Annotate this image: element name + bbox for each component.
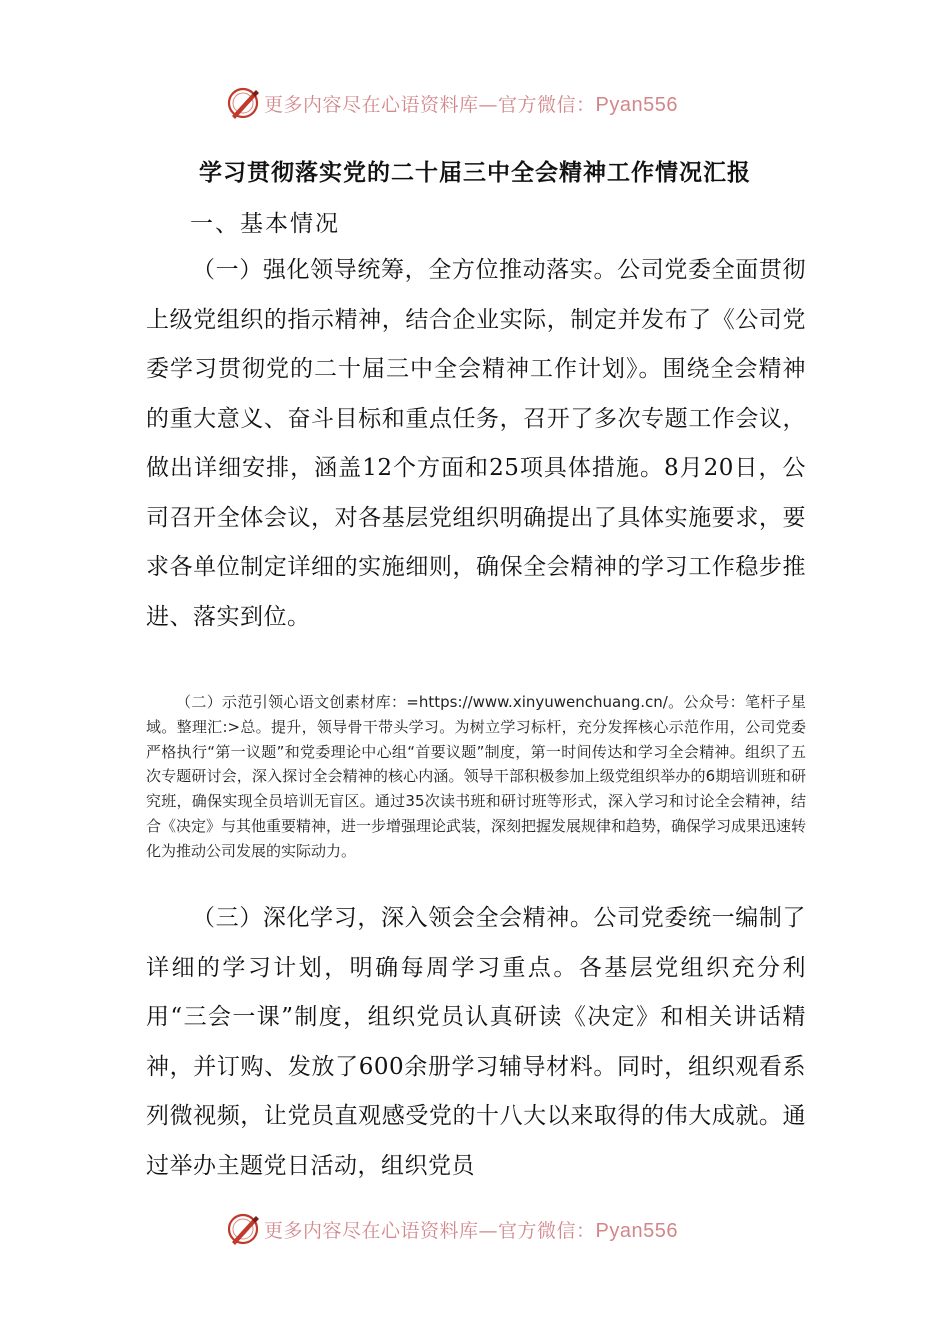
footer-banner <box>226 1212 726 1246</box>
page-title: 学习贯彻落实党的二十届三中全会精神工作情况汇报 <box>199 160 751 186</box>
banner-text: 更多内容尽在心语资料库—官方微信：Pyan556 <box>264 93 678 116</box>
section-heading: 一、基本情况 <box>190 211 340 237</box>
paragraph-3: （三）深化学习，深入领会全会精神。公司党委统一编制了详细的学习计划，明确每周学习重点。各基层党组织充分利用“三会一课”制度，组织党员认真研读《决定》和相关讲话精神，并订购、发放了600余册学习辅导材料。同时，组织观看系列微视频，让党员直观感受党的十八大以来取得的伟大成就。通过举办主题党日活动，组织党员 <box>146 905 806 1179</box>
paragraph-2: （二）示范引领心语文创素材库：=https://www.xinyuwenchuang.cn/。公众号：笔杆子星域。整理汇:>总。提升，领导骨干带头学习。为树立学习标杆，充分发挥核心示范作用，公司党委严格执行“第一议题”和党委理论中心组“首要议题”制度，第一时间传达和学习全会精神。组织了五次专题研讨会，深入探讨全会精神的核心内涵。领导干部积极参加上级党组织举办的6期培训班和研究班，确保实现全员培训无盲区。通过35次读书班和研讨班等形式，深入学习和讨论全会精神，结合《决定》与其他重要精神，进一步增强理论武装，深刻把握发展规律和趋势，确保学习成果迅速转化为推动公司发展的实际动力。 <box>146 693 807 860</box>
wechat-id: Pyan556 <box>595 1219 678 1242</box>
pen-logo-icon <box>226 1212 260 1246</box>
banner-text: 更多内容尽在心语资料库—官方微信：Pyan556 <box>264 1219 678 1242</box>
wechat-id: Pyan556 <box>595 93 678 116</box>
paragraph-1: （一）强化领导统筹，全方位推动落实。公司党委全面贯彻上级党组织的指示精神，结合企业实际，制定并发布了《公司党委学习贯彻党的二十届三中全会精神工作计划》。围绕全会精神的重大意义、奋斗目标和重点任务，召开了多次专题工作会议，做出详细安排，涵盖12个方面和25项具体措施。8月20日，公司召开全体会议，对各基层党组织明确提出了具体实施要求，要求各单位制定详细的实施细则，确保全会精神的学习工作稳步推进、落实到位。 <box>146 257 806 630</box>
pen-logo-icon <box>226 86 260 120</box>
header-banner <box>226 86 726 120</box>
